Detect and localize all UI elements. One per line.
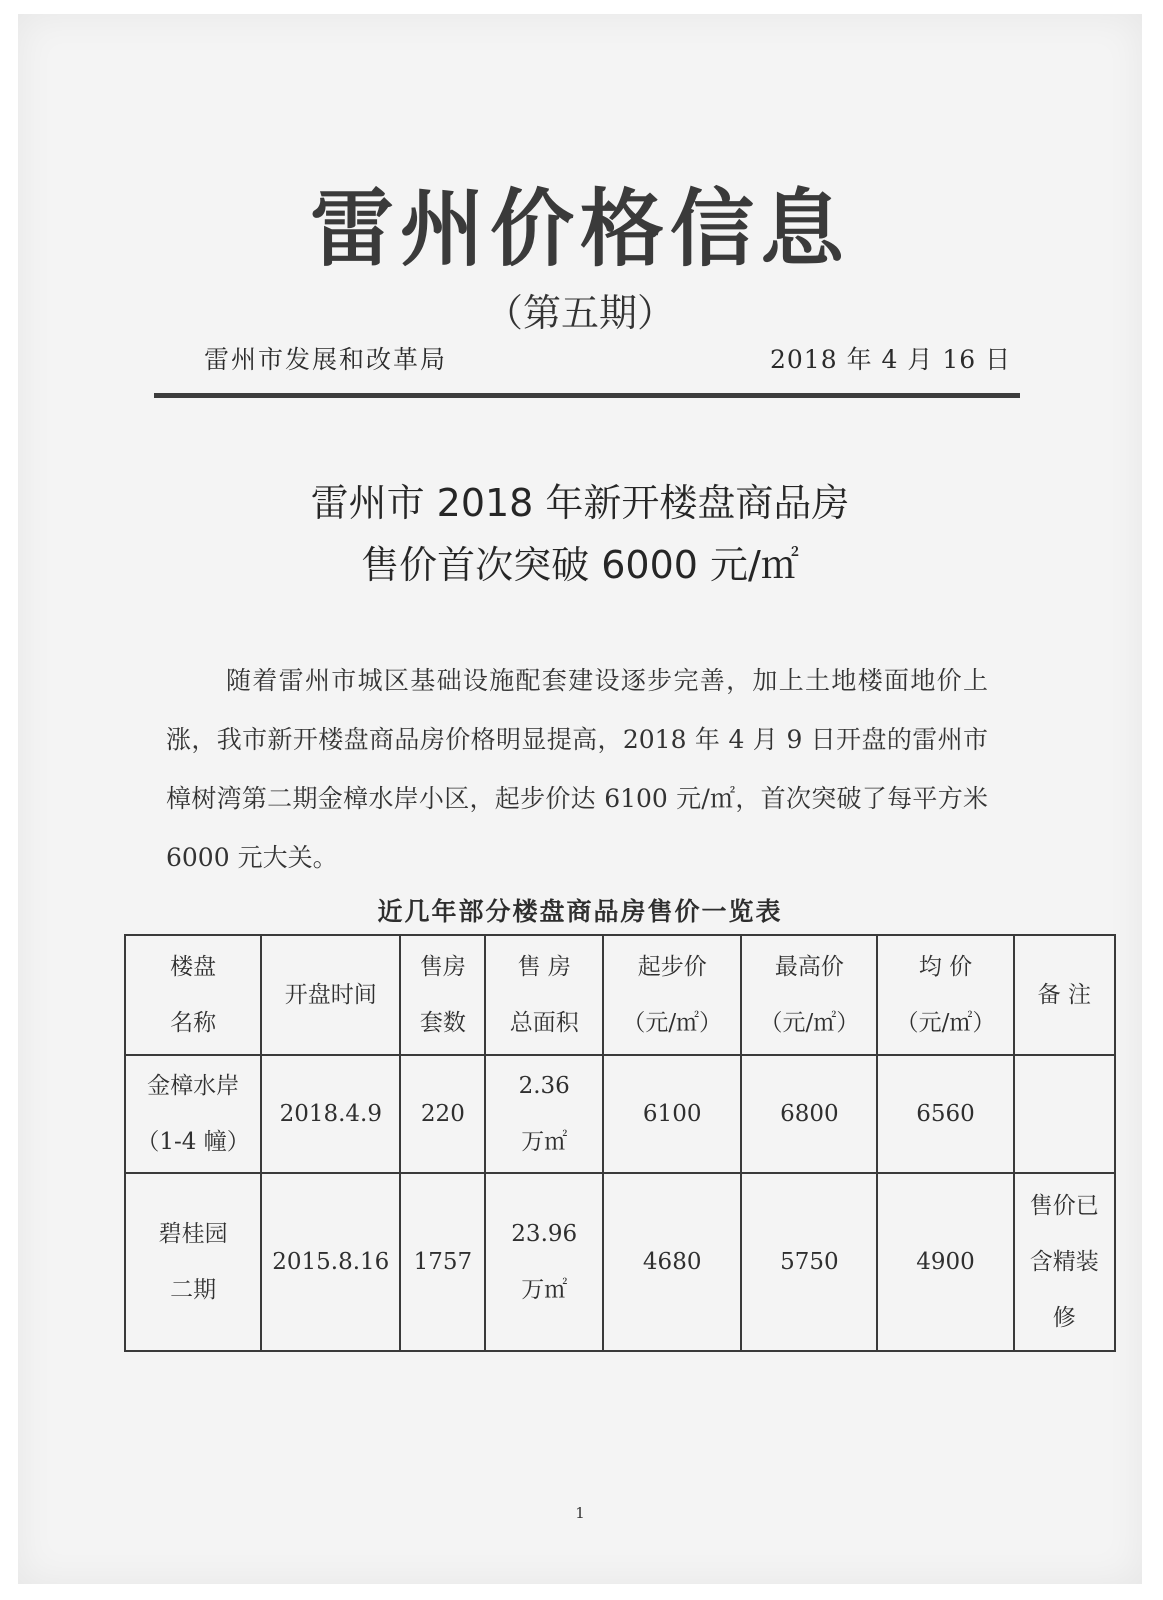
cell-text: 二期: [170, 1277, 217, 1303]
table-row: [125, 1173, 1115, 1351]
header-text: 开盘时间: [284, 982, 377, 1008]
header-text: 备 注: [1037, 982, 1091, 1008]
header-text: 楼盘: [170, 954, 217, 980]
cell-text: 售价已: [1029, 1193, 1099, 1219]
article-paragraph: 随着雷州市城区基础设施配套建设逐步完善，加上土地楼面地价上涨，我市新开楼盘商品房价格明显提高，2018 年 4 月 9 日开盘的雷州市樟树湾第二期金樟水岸小区，起步价达 6100 元/㎡，首次突破了每平方米 6000 元大关。: [166, 666, 988, 872]
cell-start-price: 4680: [603, 1173, 741, 1351]
header-text: 套数: [419, 1010, 466, 1036]
cell-units: 1757: [400, 1173, 485, 1351]
cell-start-price: 6100: [603, 1055, 741, 1173]
table-header-row: [125, 935, 1115, 1055]
header-cell-area: [485, 935, 603, 1055]
header-text: （元/㎡）: [759, 1010, 860, 1036]
header-cell-note: [1014, 935, 1115, 1055]
cell-avg-price: 6560: [877, 1055, 1013, 1173]
header-cell-max-price: [741, 935, 877, 1055]
masthead-title: 雷州价格信息: [309, 180, 850, 278]
header-text: （元/㎡）: [895, 1010, 996, 1036]
header-text: 售房: [419, 954, 466, 980]
header-cell-open-date: [261, 935, 400, 1055]
header-text: （元/㎡）: [622, 1010, 723, 1036]
cell-name: [125, 1055, 261, 1173]
table-title: 近几年部分楼盘商品房售价一览表: [377, 897, 783, 926]
cell-open-date: 2015.8.16: [261, 1173, 400, 1351]
cell-text: 万㎡: [521, 1129, 568, 1155]
header-cell-units: [400, 935, 485, 1055]
header-text: 名称: [170, 1010, 217, 1036]
cell-text: 2.36: [518, 1073, 570, 1099]
header-cell-start-price: [603, 935, 741, 1055]
cell-text: 含精装: [1029, 1249, 1099, 1275]
header-text: 最高价: [774, 954, 844, 980]
table-row: [125, 1055, 1115, 1173]
header-text: 售 房: [517, 954, 571, 980]
cell-open-date: 2018.4.9: [261, 1055, 400, 1173]
cell-units: 220: [400, 1055, 485, 1173]
issue-date: 2018 年 4 月 16 日: [770, 345, 1012, 374]
header-text: 总面积: [509, 1010, 579, 1036]
header-text: 起步价: [637, 954, 707, 980]
issue-number: （第五期）: [484, 291, 675, 335]
cell-text: 金樟水岸: [147, 1073, 240, 1099]
cell-max-price: 5750: [741, 1173, 877, 1351]
header-divider: [154, 393, 1020, 398]
cell-avg-price: 4900: [877, 1173, 1013, 1351]
cell-text: 修: [1052, 1305, 1076, 1331]
headline-line-1: 雷州市 2018 年新开楼盘商品房: [310, 481, 850, 525]
cell-note: [1014, 1173, 1115, 1351]
cell-area: [485, 1055, 603, 1173]
document-page: [18, 14, 1142, 1584]
cell-text: 万㎡: [521, 1277, 568, 1303]
issuer-name: 雷州市发展和改革局: [204, 345, 448, 374]
cell-text: （1-4 幢）: [136, 1129, 250, 1155]
header-cell-name: [125, 935, 261, 1055]
page-number: 1: [575, 1504, 585, 1522]
cell-text: 23.96: [511, 1221, 578, 1247]
cell-text: 碧桂园: [158, 1221, 228, 1247]
header-text: 均 价: [918, 954, 973, 980]
cell-note: [1014, 1055, 1115, 1173]
headline-line-2: 售价首次突破 6000 元/㎡: [361, 543, 799, 587]
cell-name: [125, 1173, 261, 1351]
price-table: [124, 934, 1116, 1352]
cell-area: [485, 1173, 603, 1351]
header-cell-avg-price: [877, 935, 1013, 1055]
cell-max-price: 6800: [741, 1055, 877, 1173]
